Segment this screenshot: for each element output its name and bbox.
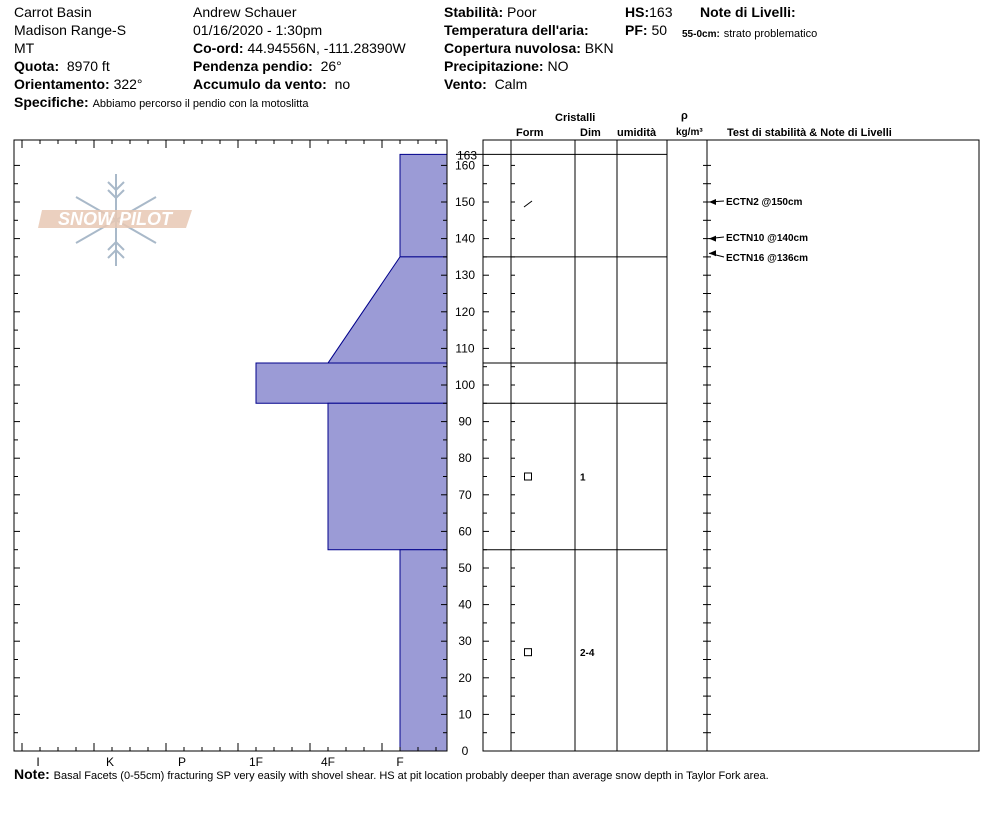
stability-test-label: ECTN2 @150cm [726,197,803,208]
wind-loading: Accumulo da vento: no [193,76,351,92]
logo-text: SNOW PILOT [58,209,172,229]
y-tick-label: 130 [454,268,476,283]
size-header: Dim [580,127,601,139]
crystal-form-square [525,649,532,656]
y-tick-label: 160 [454,158,476,173]
mountain-range: Madison Range-S [14,22,127,38]
foot-penetration: PF: 50 [625,22,668,38]
y-tick-label: 70 [458,487,472,502]
hardness-label: P [177,755,187,769]
stability-tests-header: Test di stabilità & Note di Livelli [727,127,892,139]
crystal-size: 1 [580,472,586,484]
snow-depth: HS:163 [625,4,673,20]
stability: Stabilità: Poor [444,4,537,20]
state: MT [14,40,35,56]
hardness-layer [328,403,447,549]
hardness-label: 4F [320,755,336,769]
y-tick-label: 30 [458,634,472,649]
y-tick-label: 50 [458,561,472,575]
hardness-layer [400,154,447,256]
crystals-table-frame [483,140,979,751]
hardness-layer [400,550,447,751]
test-arrowhead [709,236,716,242]
y-tick-label: 90 [458,414,472,429]
aspect: Orientamento: 322° [14,76,143,92]
crystal-size: 2-4 [580,648,595,660]
y-tick-label: 20 [458,670,472,685]
y-tick-label: 0 [461,744,469,758]
footer-note: Note: Basal Facets (0-55cm) fracturing SP very easily with shovel shear. HS at pit location probably deeper than average snow depth in Taylor Fork area. [14,766,769,782]
wind: Vento: Calm [444,76,528,92]
hardness-label: K [105,755,115,769]
crystal-form-square [525,473,532,480]
observer: Andrew Schauer [193,4,297,20]
location: Carrot Basin [14,4,92,20]
elevation: Quota: 8970 ft [14,58,110,74]
hardness-layer [256,363,447,403]
air-temperature-label: Temperatura dell'aria: [444,22,589,38]
y-tick-label: 110 [455,341,475,356]
test-arrowhead [709,250,716,256]
hs-tick-label: 163 [456,148,478,163]
y-tick-label: 150 [454,195,476,209]
layer-note: 55-0cm: strato problematico [682,28,818,40]
crystal-form-slash [524,201,532,207]
hardness-layer [328,257,447,363]
cloud-cover: Copertura nuvolosa: BKN [444,40,614,56]
y-tick-label: 80 [458,451,472,466]
crystals-header: Cristalli [555,112,596,124]
coordinates: Co-ord: 44.94556N, -111.28390W [193,40,406,56]
density-unit: kg/m³ [676,127,703,138]
density-symbol: ρ [681,110,688,122]
precipitation: Precipitazione: NO [444,58,569,74]
y-tick-label: 10 [458,707,472,722]
date-time: 01/16/2020 - 1:30pm [193,22,323,38]
slope-angle: Pendenza pendio: 26° [193,58,342,74]
test-arrowhead [709,199,716,205]
hardness-label: F [396,755,404,769]
form-header: Form [516,127,544,139]
hardness-label: 1F [248,755,264,769]
y-tick-label: 100 [454,378,476,392]
stability-test-label: ECTN16 @136cm [726,253,809,264]
y-tick-label: 140 [454,231,476,246]
y-tick-label: 40 [458,597,472,612]
y-tick-label: 120 [454,304,476,319]
y-tick-label: 60 [458,524,472,539]
specifics: Specifiche: Abbiamo percorso il pendio con la motoslitta [14,94,309,110]
layer-notes-label: Note di Livelli: [700,4,796,20]
stability-test-label: ECTN10 @140cm [726,233,809,244]
moisture-header: umidità [617,127,657,139]
hardness-label: I [36,755,40,769]
